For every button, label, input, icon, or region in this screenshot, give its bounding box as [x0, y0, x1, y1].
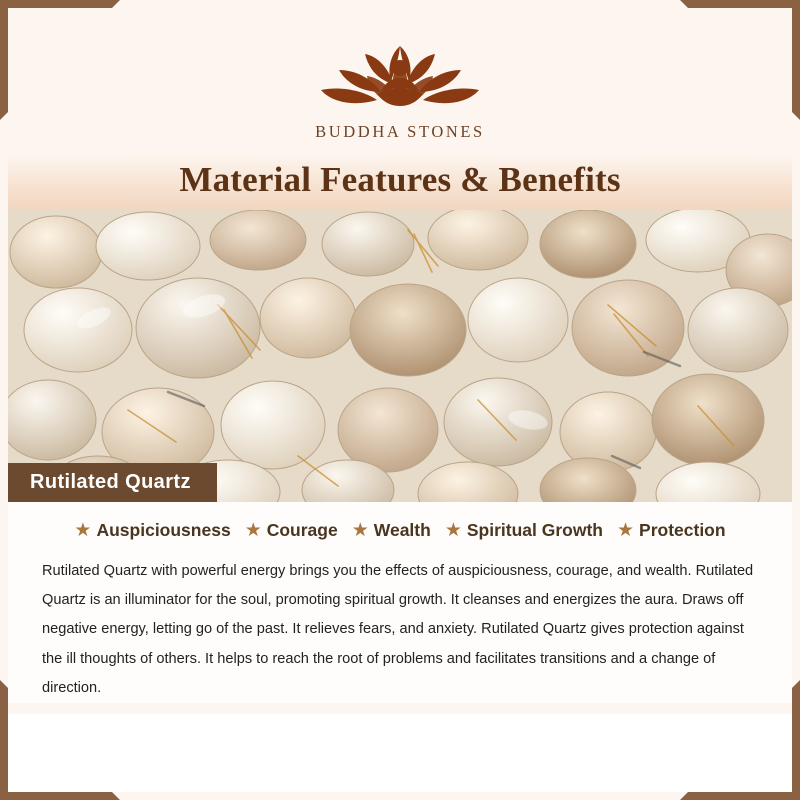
brand-name: BUDDHA STONES	[315, 122, 485, 141]
benefits-list	[8, 502, 792, 551]
benefit-item-auspiciousness	[74, 520, 230, 541]
benefit-item-courage	[245, 520, 338, 541]
description-text: Rutilated Quartz with powerful energy brings you the effects of auspiciousness, courage, and wealth. Rutilated Quartz is an illuminator for the soul, promoting spiritual growth. It cleanses and energizes the aura. Draws off negative energy, letting go of the past. It relieves fears, and anxiety. Rutilated Quartz gives protection against the ill thoughts of others. It helps to reach the root of problems and facilitates transitions and a change of direction.	[42, 563, 754, 696]
bottom-spacer	[8, 714, 792, 792]
star-icon: ★	[74, 520, 92, 541]
stone-name-label: Rutilated Quartz	[8, 463, 217, 502]
star-icon: ★	[444, 520, 462, 541]
description-block	[8, 551, 792, 703]
benefit-item-protection	[617, 520, 726, 541]
product-photo	[8, 210, 792, 502]
poster-content	[8, 8, 792, 792]
benefit-label: Auspiciousness	[96, 520, 231, 540]
star-icon: ★	[244, 520, 262, 541]
benefit-label: Protection	[639, 520, 726, 540]
rutilated-quartz-stones-illustration	[8, 210, 792, 502]
star-icon: ★	[351, 520, 369, 541]
title-banner	[8, 154, 792, 210]
benefit-label: Wealth	[373, 520, 431, 540]
star-icon: ★	[616, 520, 635, 541]
benefit-label: Courage	[266, 520, 338, 540]
benefit-item-wealth	[352, 520, 431, 541]
benefit-label: Spiritual Growth	[466, 520, 603, 540]
page-title: Material Features & Benefits	[179, 160, 621, 199]
benefit-item-spiritual-growth	[445, 520, 603, 541]
lotus-meditation-icon	[8, 24, 792, 120]
brand-header	[8, 8, 792, 142]
